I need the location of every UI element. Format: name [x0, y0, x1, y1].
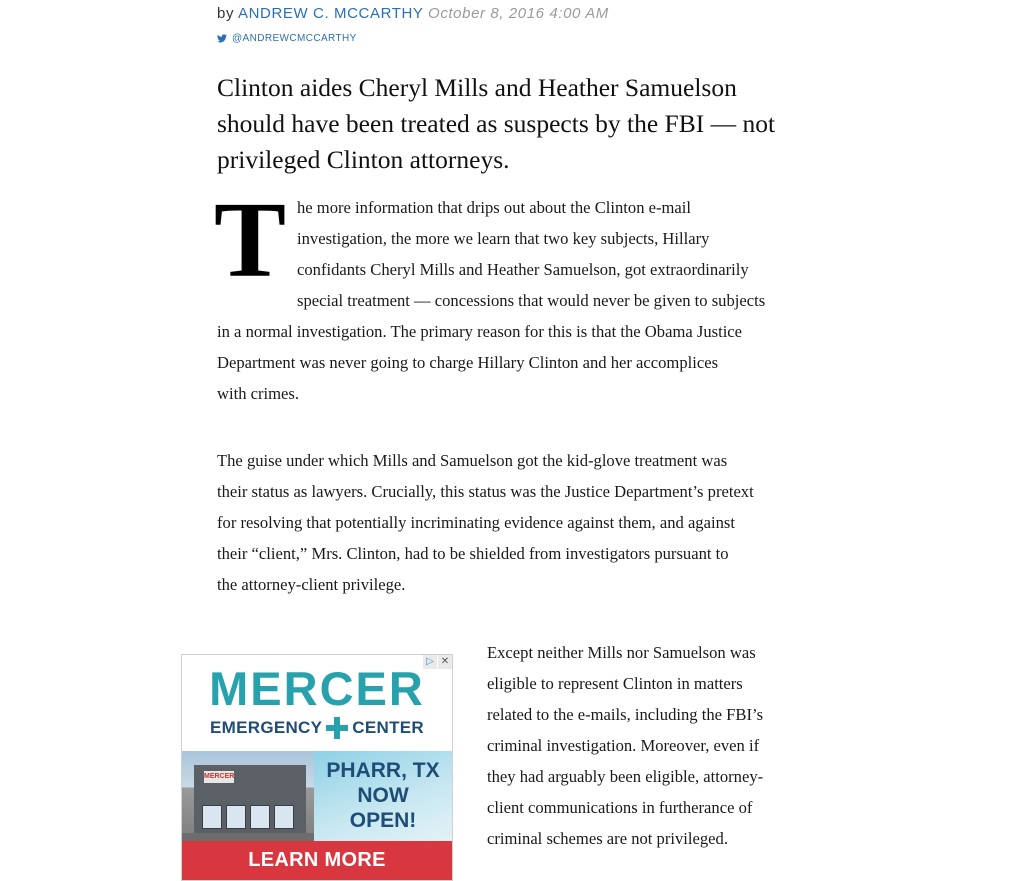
text-line: investigation, the more we learn that two key subjects, Hillary: [297, 229, 710, 248]
text-line: they had arguably been eligible, attorney-: [487, 767, 764, 786]
building-window: [202, 805, 222, 829]
deck-line: should have been treated as suspects by the FBI — not: [217, 109, 776, 138]
text-line: for resolving that potentially incriminating evidence against them, and against: [217, 513, 735, 532]
building-window: [226, 805, 246, 829]
text-line: Except neither Mills nor Samuelson was: [487, 643, 756, 662]
text-line: confidants Cheryl Mills and Heather Samuelson, got extraordinarily: [297, 260, 749, 279]
text-line: The guise under which Mills and Samuelson got the kid-glove treatment was: [217, 451, 728, 470]
article-deck: [217, 70, 817, 178]
ad-sub-left: EMERGENCY: [210, 718, 323, 737]
paragraph-3: [487, 637, 763, 854]
author-link[interactable]: ANDREW C. MCCARTHY: [238, 5, 424, 22]
building-window: [274, 805, 294, 829]
paragraph-1-intro: [297, 192, 765, 316]
ad-location-panel: [314, 751, 452, 841]
ad-building-photo: [182, 751, 314, 841]
publish-date: October 8, 2016 4:00 AM: [428, 5, 609, 22]
paragraph-2: [217, 445, 754, 600]
text-line: the attorney-client privilege.: [217, 575, 406, 594]
ad-subtitle: [182, 717, 452, 739]
advertisement[interactable]: [181, 654, 453, 881]
text-line: Department was never going to charge Hillary Clinton and her accomplices: [217, 353, 719, 372]
ground: [182, 833, 314, 841]
text-line: in a normal investigation. The primary reason for this is that the Obama Justice: [217, 322, 743, 341]
deck-line: Clinton aides Cheryl Mills and Heather Samuelson: [217, 73, 737, 102]
text-line: related to the e-mails, including the FBI’s: [487, 705, 764, 724]
text-line: criminal schemes are not privileged.: [487, 829, 728, 848]
twitter-handle[interactable]: [217, 33, 357, 44]
ad-status-2: OPEN!: [349, 809, 417, 832]
building-window: [250, 805, 270, 829]
deck-line: privileged Clinton attorneys.: [217, 145, 510, 174]
text-line: criminal investigation. Moreover, even if: [487, 736, 760, 755]
byline-prefix: by: [217, 5, 235, 22]
drop-cap: T: [214, 181, 287, 300]
twitter-handle-text: @ANDREWCMCCARTHY: [232, 33, 357, 44]
text-line: their status as lawyers. Crucially, this status was the Justice Department’s pretext: [217, 482, 754, 501]
text-line: special treatment — concessions that would never be given to subjects: [297, 291, 766, 310]
medical-cross-icon: [326, 717, 348, 739]
paragraph-1-continued: [217, 316, 742, 409]
adchoices-icon[interactable]: ▷: [422, 655, 437, 669]
ad-brand-name: MERCER: [209, 662, 425, 715]
ad-learn-more-button[interactable]: LEARN MORE: [182, 841, 452, 880]
text-line: their “client,” Mrs. Clinton, had to be shielded from investigators pursuant to: [217, 544, 729, 563]
byline: [217, 5, 609, 22]
building-illustration: [194, 765, 306, 835]
ad-sub-right: CENTER: [352, 718, 424, 737]
close-icon[interactable]: ✕: [437, 655, 452, 669]
text-line: with crimes.: [217, 384, 300, 403]
ad-location: PHARR, TX: [326, 759, 440, 782]
text-line: eligible to represent Clinton in matters: [487, 674, 743, 693]
ad-status-1: NOW: [357, 784, 409, 807]
building-sign: MERCER: [204, 771, 234, 783]
text-line: he more information that drips out about the Clinton e-mail: [297, 198, 692, 217]
twitter-bird-icon: [217, 34, 227, 43]
text-line: client communications in furtherance of: [487, 798, 753, 817]
